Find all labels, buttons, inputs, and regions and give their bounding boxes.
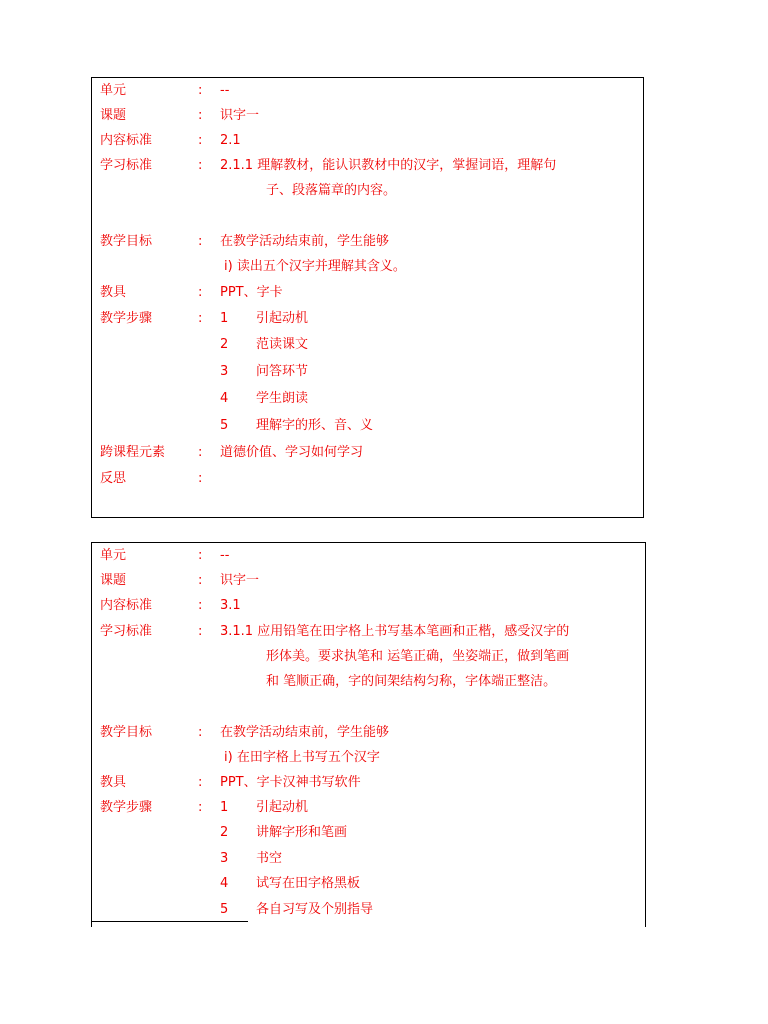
objective-value: 在教学活动结束前，学生能够 <box>220 725 390 740</box>
unit-value: -- <box>220 83 230 98</box>
step-text: 学生朗读 <box>256 391 309 406</box>
colon: : <box>198 573 203 588</box>
step-number: 2 <box>220 825 229 840</box>
colon: : <box>198 725 203 740</box>
cross-curricular-value: 道德价值、学习如何学习 <box>220 445 364 460</box>
topic-value: 识字一 <box>220 108 260 123</box>
colon: : <box>198 624 203 639</box>
step-text: 问答环节 <box>256 364 309 379</box>
aids-label: 教具 <box>100 285 127 300</box>
colon: : <box>198 471 203 486</box>
content-standard-label: 内容标准 <box>100 598 153 613</box>
step-text: 讲解字形和笔画 <box>256 825 348 840</box>
colon: : <box>198 83 203 98</box>
step-number: 5 <box>220 418 229 433</box>
topic-label: 课题 <box>100 108 127 123</box>
reflection-label: 反思 <box>100 471 127 486</box>
colon: : <box>198 234 203 249</box>
step-text: 各自习写及个别指导 <box>256 902 374 917</box>
aids-value: PPT、字卡 <box>220 285 283 300</box>
step-text: 引起动机 <box>256 311 309 326</box>
unit-value: -- <box>220 548 230 563</box>
colon: : <box>198 311 203 326</box>
colon: : <box>198 158 203 173</box>
step-text: 引起动机 <box>256 800 309 815</box>
colon: : <box>198 800 203 815</box>
step-number: 4 <box>220 391 229 406</box>
learning-standard-line2: 子、段落篇章的内容。 <box>266 183 397 198</box>
cross-curricular-label: 跨课程元素 <box>100 445 166 460</box>
step-text: 范读课文 <box>256 337 309 352</box>
learning-standard-line3: 和 笔顺正确，字的间架结构匀称，字体端正整洁。 <box>266 674 557 689</box>
step-number: 3 <box>220 364 229 379</box>
learning-standard-line1: 2.1.1 理解教材，能认识教材中的汉字，掌握词语，理解句 <box>220 158 557 173</box>
lesson-plan-card-1 <box>91 77 644 518</box>
objective-label: 教学目标 <box>100 725 153 740</box>
step-number: 5 <box>220 902 229 917</box>
learning-standard-line1: 3.1.1 应用铅笔在田字格上书写基本笔画和正楷，感受汉字的 <box>220 624 570 639</box>
content-standard-value: 2.1 <box>220 133 241 148</box>
lesson-plan-card-2 <box>91 542 646 927</box>
steps-label: 教学步骤 <box>100 800 153 815</box>
objective-item: i) 读出五个汉字并理解其含义。 <box>224 259 406 274</box>
colon: : <box>198 548 203 563</box>
topic-label: 课题 <box>100 573 127 588</box>
content-standard-value: 3.1 <box>220 598 241 613</box>
unit-label: 单元 <box>100 83 127 98</box>
step-number: 1 <box>220 311 229 326</box>
objective-label: 教学目标 <box>100 234 153 249</box>
content-standard-label: 内容标准 <box>100 133 153 148</box>
colon: : <box>198 775 203 790</box>
learning-standard-label: 学习标准 <box>100 624 153 639</box>
learning-standard-line2: 形体美。要求执笔和 运笔正确，坐姿端正，做到笔画 <box>266 649 570 664</box>
card-2-bottom-border <box>91 921 248 922</box>
colon: : <box>198 285 203 300</box>
steps-label: 教学步骤 <box>100 311 153 326</box>
step-number: 3 <box>220 851 229 866</box>
learning-standard-label: 学习标准 <box>100 158 153 173</box>
step-number: 1 <box>220 800 229 815</box>
objective-item: i) 在田字格上书写五个汉字 <box>224 750 380 765</box>
colon: : <box>198 445 203 460</box>
colon: : <box>198 133 203 148</box>
step-text: 试写在田字格黑板 <box>256 876 361 891</box>
aids-value: PPT、字卡汉神书写软件 <box>220 775 361 790</box>
step-text: 书空 <box>256 851 283 866</box>
objective-value: 在教学活动结束前，学生能够 <box>220 234 390 249</box>
aids-label: 教具 <box>100 775 127 790</box>
step-number: 4 <box>220 876 229 891</box>
step-text: 理解字的形、音、义 <box>256 418 374 433</box>
colon: : <box>198 598 203 613</box>
step-number: 2 <box>220 337 229 352</box>
topic-value: 识字一 <box>220 573 260 588</box>
unit-label: 单元 <box>100 548 127 563</box>
colon: : <box>198 108 203 123</box>
